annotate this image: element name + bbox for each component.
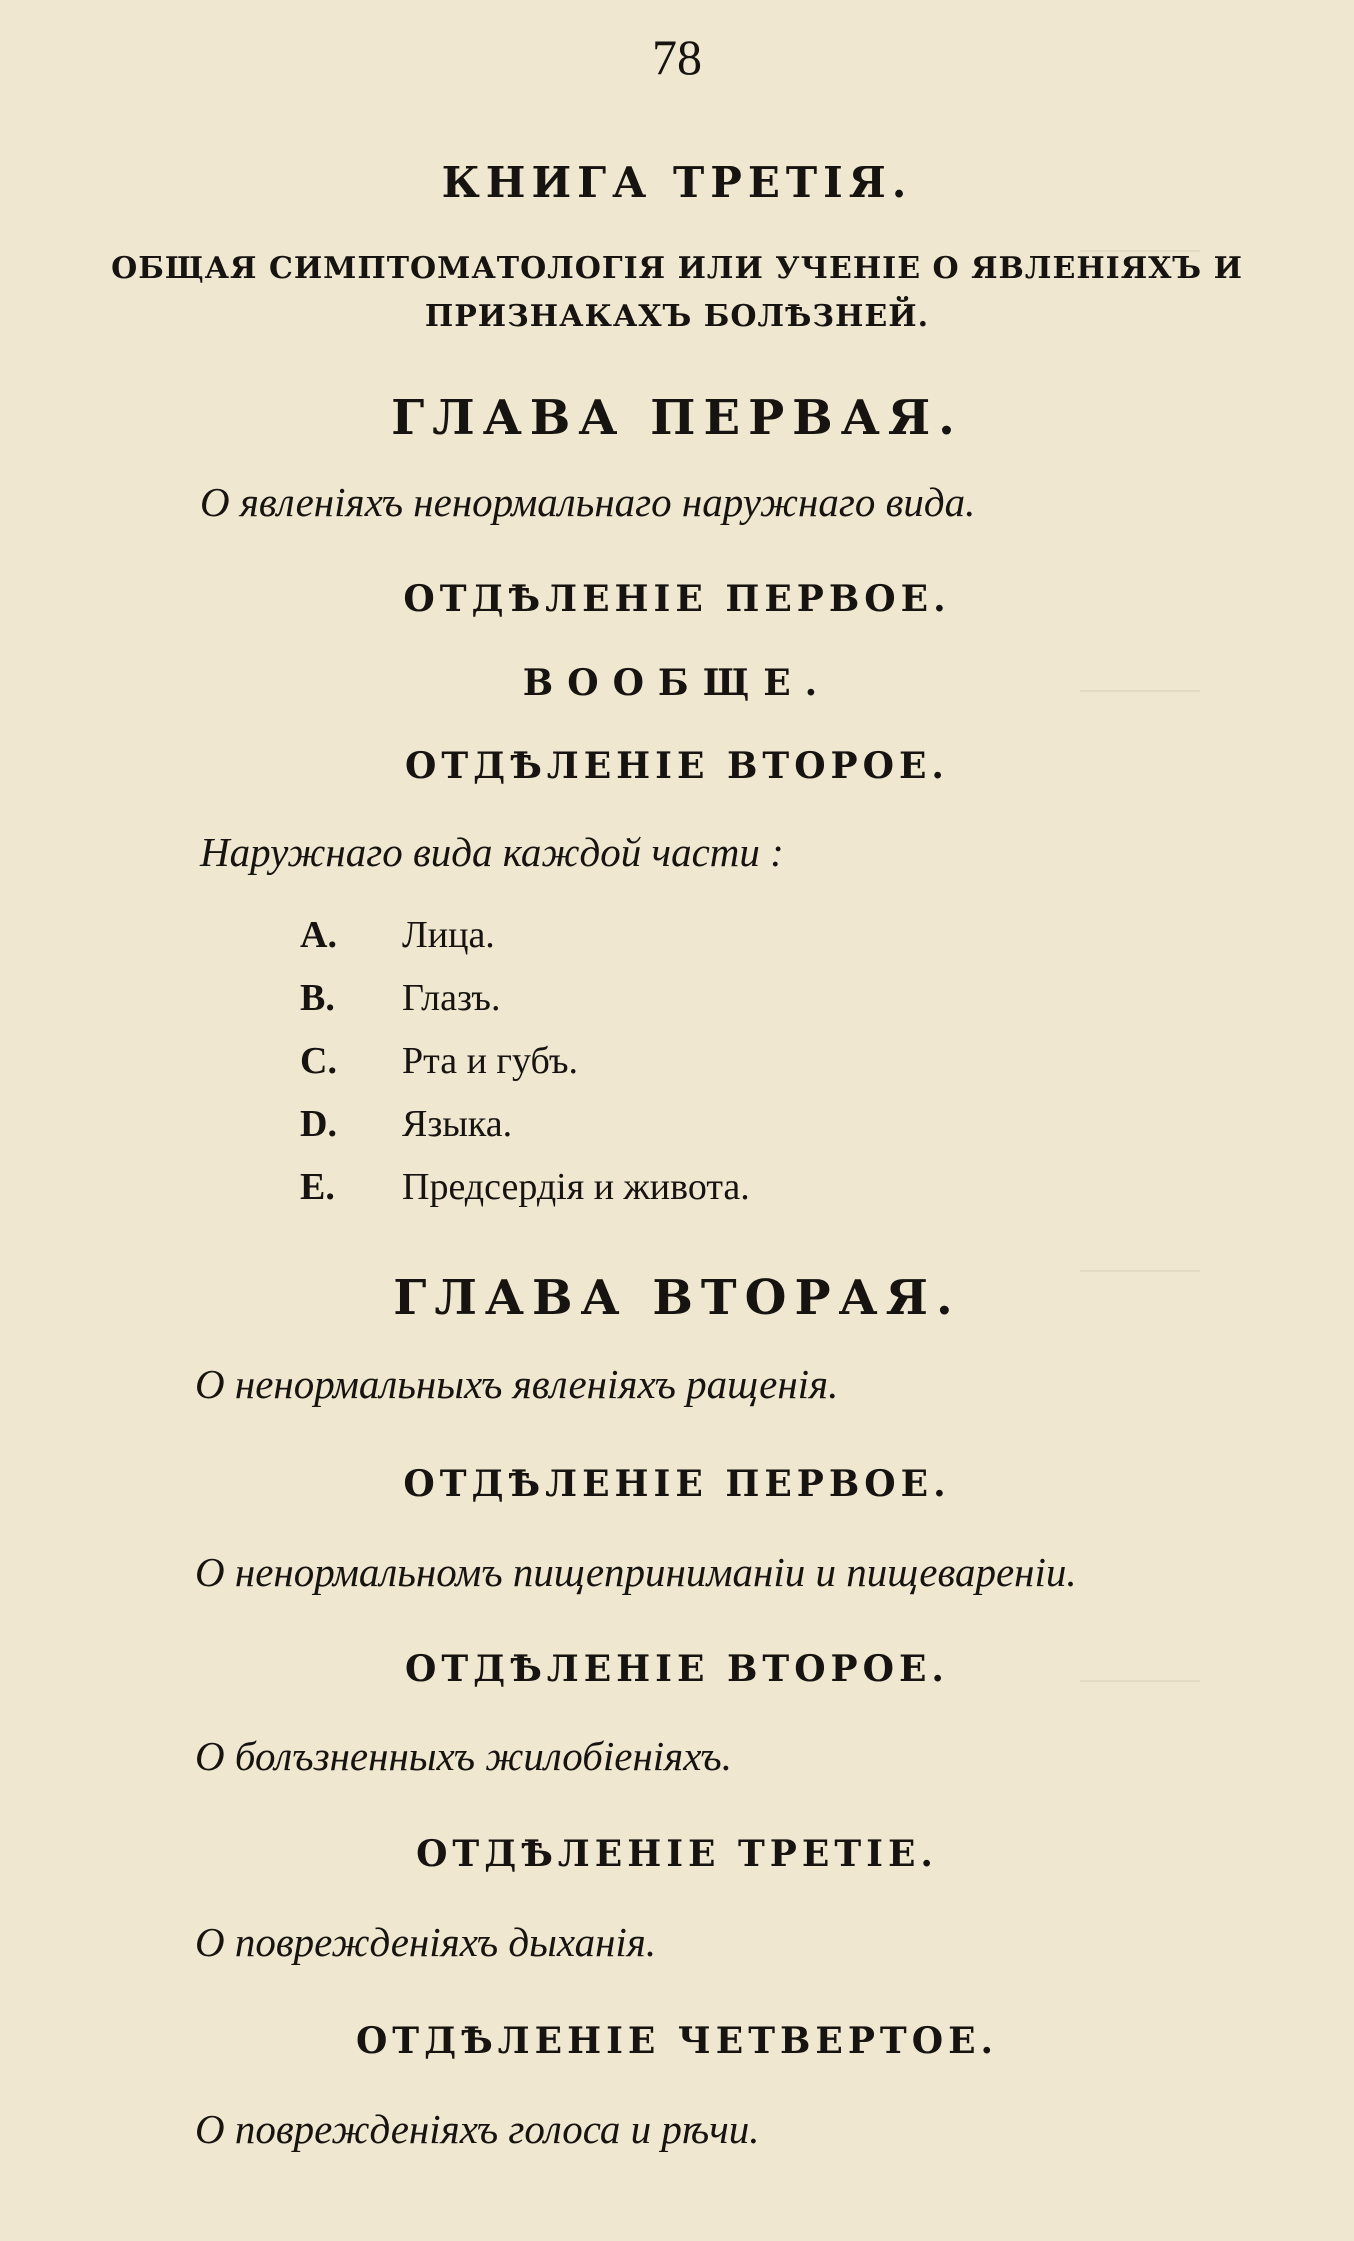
list-item-text: Предсердія и живота. — [402, 1166, 750, 1208]
show-through-mark — [1080, 250, 1200, 252]
list-item-text: Языка. — [402, 1103, 513, 1145]
list-item — [300, 1102, 512, 1146]
chapter2-section1-title: ОТДѢЛЕНІЕ ПЕРВОЕ. — [403, 1463, 951, 1505]
chapter1-section2-title: ОТДѢЛЕНІЕ ВТОРОЕ. — [405, 745, 949, 787]
list-item — [300, 976, 500, 1020]
list-item-letter: C. — [300, 1040, 337, 1082]
chapter2-heading: О ненормальныхъ явленіяхъ ращенія. — [195, 1361, 839, 1407]
chapter2-section3-heading: О поврежденіяхъ дыханія. — [195, 1919, 657, 1965]
show-through-mark — [1080, 690, 1200, 692]
list-item-letter: E. — [300, 1166, 335, 1208]
chapter2-title: ГЛАВА ВТОРАЯ. — [393, 1270, 961, 1326]
list-item — [300, 1039, 578, 1083]
chapter2-section3-title: ОТДѢЛЕНІЕ ТРЕТІЕ. — [416, 1833, 938, 1875]
show-through-mark — [1080, 1680, 1200, 1682]
list-item-text: Лица. — [402, 914, 495, 956]
chapter2-section4-title: ОТДѢЛЕНІЕ ЧЕТВЕРТОЕ. — [355, 2020, 999, 2062]
chapter1-section2-heading: Наружнаго вида каждой части : — [200, 829, 784, 875]
chapter1-heading: О явленіяхъ ненормальнаго наружнаго вида. — [200, 479, 976, 525]
list-item-letter: D. — [300, 1103, 337, 1145]
list-item — [300, 913, 495, 957]
chapter1-title: ГЛАВА ПЕРВАЯ. — [391, 390, 963, 446]
chapter1-section1-heading: ВООБЩЕ. — [522, 662, 832, 704]
chapter2-section4-heading: О поврежденіяхъ голоса и рѣчи. — [195, 2106, 760, 2152]
page-number: 78 — [652, 29, 702, 85]
chapter2-section2-title: ОТДѢЛЕНІЕ ВТОРОЕ. — [405, 1648, 949, 1690]
book-subtitle: ОБЩАЯ СИМПТОМАТОЛОГІЯ ИЛИ УЧЕНІЕ О ЯВЛЕНІЯХЪ И ПРИЗНАКАХЪ БОЛѢЗНЕЙ. — [111, 251, 1243, 334]
show-through-mark — [1080, 1270, 1200, 1272]
list-item-text: Глазъ. — [402, 977, 501, 1019]
chapter2-section1-heading: О ненормальномъ пищепринимaніи и пищевареніи. — [195, 1549, 1077, 1595]
list-item-letter: B. — [300, 977, 335, 1019]
chapter2-section2-heading: О болъзненныхъ жилобіеніяхъ. — [195, 1733, 732, 1779]
list-item-letter: A. — [300, 914, 337, 956]
list-item-text: Рта и губъ. — [402, 1040, 579, 1082]
book-title: КНИГА ТРЕТІЯ. — [441, 158, 913, 207]
chapter1-section1-title: ОТДѢЛЕНІЕ ПЕРВОЕ. — [403, 578, 951, 620]
list-item — [300, 1165, 750, 1209]
